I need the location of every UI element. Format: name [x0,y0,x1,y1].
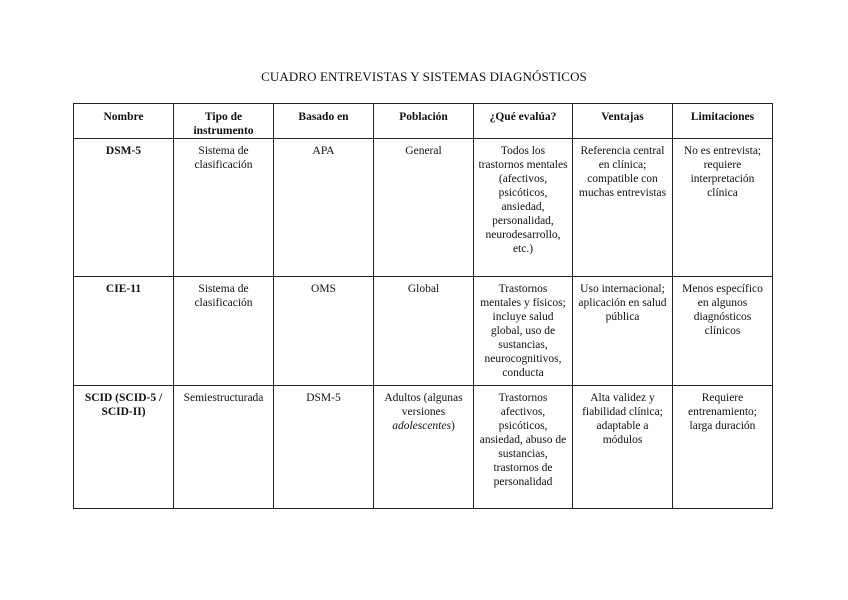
header-tipo-instrumento: Tipo de instrumento [174,104,274,139]
table-row [74,139,773,277]
cell-limitaciones: Menos específico en algunos diagnósticos clínicos [673,277,773,386]
cell-evalua: Todos los trastornos mentales (afectivos, psicóticos, ansiedad, personalidad, neurodesarrollo, etc.) [474,139,573,277]
poblacion-close-paren: ) [450,420,455,432]
header-limitaciones: Limitaciones [673,104,773,139]
cell-ventajas: Referencia central en clínica; compatible con muchas entrevistas [573,139,673,277]
cell-tipo: Sistema de clasificación [174,277,274,386]
cell-poblacion [374,386,474,509]
poblacion-text: Adultos (algunas versiones [384,392,463,418]
cell-evalua: Trastornos mentales y físicos; incluye salud global, uso de sustancias, neurocognitivos, conducta [474,277,573,386]
header-que-evalua: ¿Qué evalúa? [474,104,573,139]
cell-nombre: DSM-5 [74,139,174,277]
cell-poblacion: General [374,139,474,277]
header-ventajas: Ventajas [573,104,673,139]
cell-basado: OMS [274,277,374,386]
poblacion-italic-text: adolescentes [392,420,451,432]
cell-basado: APA [274,139,374,277]
cell-tipo: Sistema de clasificación [174,139,274,277]
cell-ventajas: Uso internacional; aplicación en salud pública [573,277,673,386]
cell-nombre: CIE-11 [74,277,174,386]
cell-ventajas: Alta validez y fiabilidad clínica; adaptable a módulos [573,386,673,509]
document-title: CUADRO ENTREVISTAS Y SISTEMAS DIAGNÓSTICOS [261,69,587,84]
header-basado-en: Basado en [274,104,374,139]
header-nombre: Nombre [74,104,174,139]
cell-tipo: Semiestructurada [174,386,274,509]
table-row [74,277,773,386]
cell-limitaciones: Requiere entrenamiento; larga duración [673,386,773,509]
table-header-row [74,104,773,139]
table-row [74,386,773,509]
comparison-table [73,103,773,509]
cell-nombre: SCID (SCID-5 / SCID-II) [74,386,174,509]
cell-poblacion: Global [374,277,474,386]
cell-evalua: Trastornos afectivos, psicóticos, ansiedad, abuso de sustancias, trastornos de personalidad [474,386,573,509]
header-poblacion: Población [374,104,474,139]
cell-basado: DSM-5 [274,386,374,509]
cell-limitaciones: No es entrevista; requiere interpretación clínica [673,139,773,277]
